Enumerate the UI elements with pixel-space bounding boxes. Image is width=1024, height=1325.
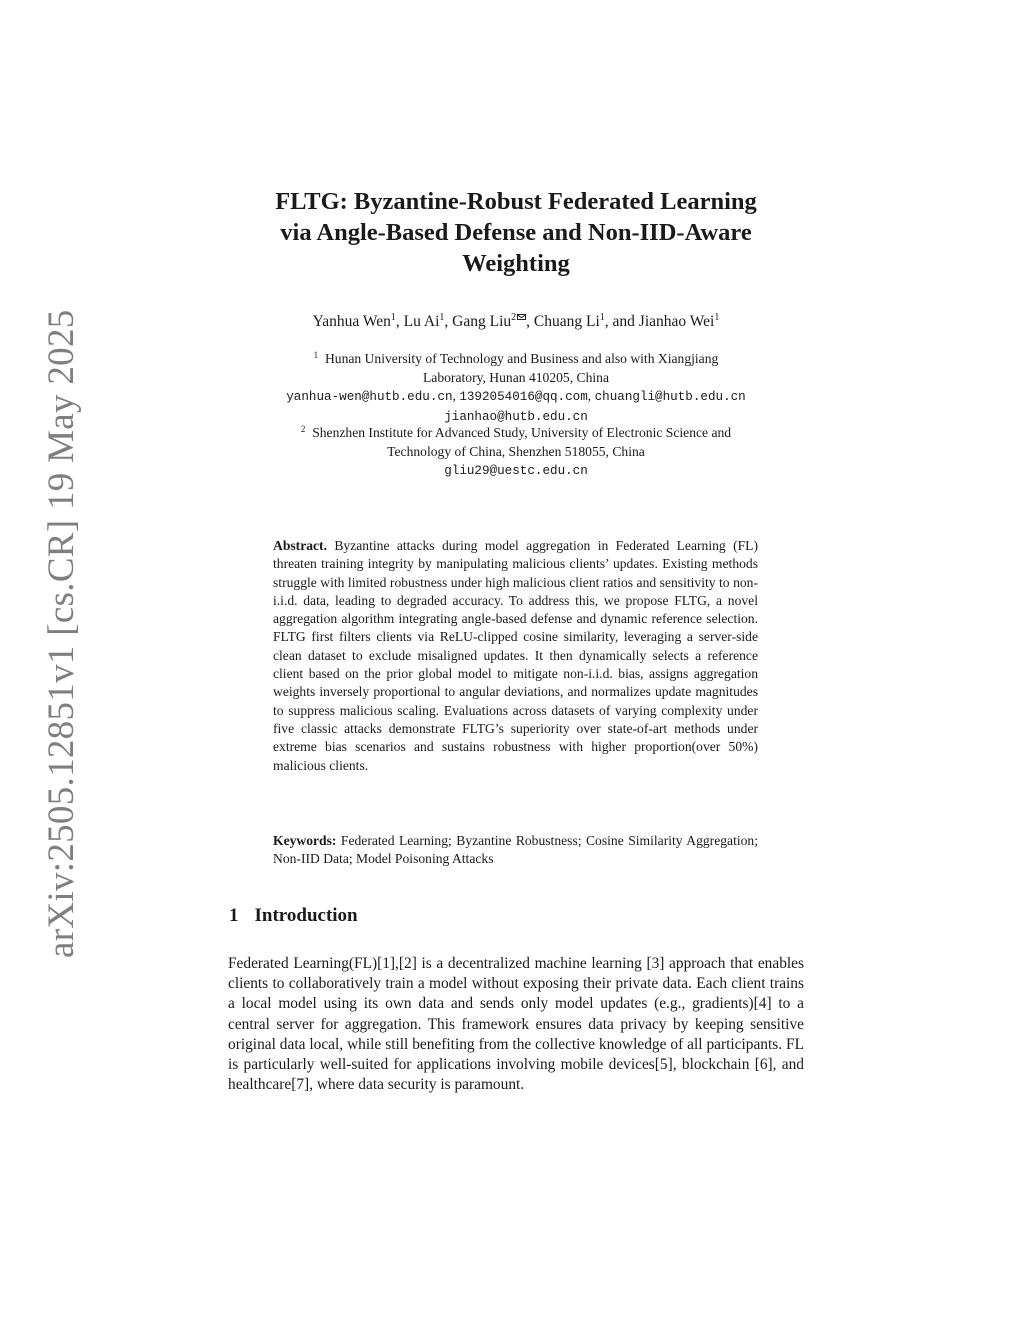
email-link[interactable]: 1392054016@qq.com <box>459 390 588 404</box>
affiliation-text: Shenzhen Institute for Advanced Study, University of Electronic Science and <box>312 425 732 440</box>
author-affiliation-mark: 2 <box>511 312 517 323</box>
email-link[interactable]: chuangli@hutb.edu.cn <box>594 390 746 404</box>
affiliation-text: Laboratory, Hunan 410205, China <box>423 369 609 385</box>
section-title: Introduction <box>254 905 358 926</box>
abstract <box>273 537 758 775</box>
affiliation-2 <box>200 424 832 481</box>
email-link[interactable]: yanhua-wen@hutb.edu.cn <box>286 390 453 404</box>
keywords-text: Federated Learning; Byzantine Robustness; Cosine Similarity Aggregation; Non-IID Data; Model Poisoning Attacks <box>273 833 759 867</box>
affiliation-1: $^1$ Hunan University of Technology and Business and also with Xiangjiang Laboratory, Hunan 410205, China yanhua-wen@hutb.edu.cn, 1392054016@qq.com, chuangli@hutb.edu.cn jianhao@hutb.edu.cn <box>200 350 832 426</box>
title-line: Weighting <box>462 250 570 277</box>
keywords-label: Keywords: <box>273 833 337 848</box>
author-separator: , and <box>604 313 639 330</box>
abstract-label: Abstract. <box>273 538 327 553</box>
author-name: Gang Liu <box>452 313 512 330</box>
arxiv-identifier: arXiv:2505.12851v1 [cs.CR] 19 May 2025 <box>41 309 82 958</box>
author-separator: , <box>526 313 534 330</box>
author-affiliation-mark: 1 <box>599 312 605 323</box>
title-line: via Angle-Based Defense and Non-IID-Aware <box>280 219 752 246</box>
abstract-text: Byzantine attacks during model aggregation in Federated Learning (FL) threaten training integrity by manipulating malicious clients’ updates. Existing methods struggle with limited robustness under high malicious client ratios and sensitivity to non-i.i.d. data, leading to degraded accuracy. To address this, we propose FLTG, a novel aggregation algorithm integrating angle-based defense and dynamic reference selection. FLTG first filters clients via ReLU-clipped cosine similarity, leveraging a server-side clean dataset to exclude misaligned updates. It then dynamically selects a reference client based on the prior global model to mitigate non-i.i.d. bias, assigns aggregation weights inversely proportional to angular deviations, and normalizes update magnitudes to suppress malicious scaling. Evaluations across datasets of varying complexity under five classic attacks demonstrate FLTG’s superiority over state-of-art methods under extreme bias scenarios and sustains robustness with higher proportion(over 50%) malicious clients. <box>273 538 758 773</box>
author-separator: , <box>444 313 453 330</box>
author-affiliation-mark: 1 <box>439 312 445 323</box>
paper-title <box>200 186 832 279</box>
affiliation-number: 1 <box>313 350 319 360</box>
author-affiliation-mark: 1 <box>714 312 720 323</box>
section-heading <box>229 905 358 927</box>
email-link[interactable]: gliu29@uestc.edu.cn <box>444 464 588 478</box>
corresponding-author-envelope-icon <box>517 314 526 320</box>
author-name: Lu Ai <box>403 313 440 330</box>
keywords <box>273 832 758 869</box>
author-name: Yanhua Wen <box>312 313 391 330</box>
affiliation-text: Hunan University of Technology and Business and also with Xiangjiang <box>324 351 719 366</box>
affiliation-text: Technology of China, Shenzhen 518055, China <box>387 443 645 459</box>
author-name: Chuang Li <box>533 313 600 330</box>
affiliation-number: 2 <box>300 424 306 434</box>
author-affiliation-mark: 1 <box>390 312 396 323</box>
author-list <box>200 313 832 331</box>
email-link[interactable]: jianhao@hutb.edu.cn <box>444 409 588 424</box>
section-number: 1 <box>229 905 239 926</box>
introduction-paragraph: Federated Learning(FL)[1],[2] is a decentralized machine learning [3] approach that enables clients to collaboratively train a model without exposing their private data. Each client trains a local model using its own data and sends only model updates (e.g., gradients)[4] to a central server for aggregation. This framework ensures data privacy by keeping sensitive original data local, while still benefiting from the collective knowledge of all participants. FL is particularly well-suited for applications involving mobile devices[5], blockchain [6], and healthcare[7], where data security is paramount. <box>228 955 804 1094</box>
author-name: Jianhao Wei <box>638 313 715 330</box>
title-line: FLTG: Byzantine-Robust Federated Learning <box>275 188 757 215</box>
author-separator: , <box>395 313 404 330</box>
